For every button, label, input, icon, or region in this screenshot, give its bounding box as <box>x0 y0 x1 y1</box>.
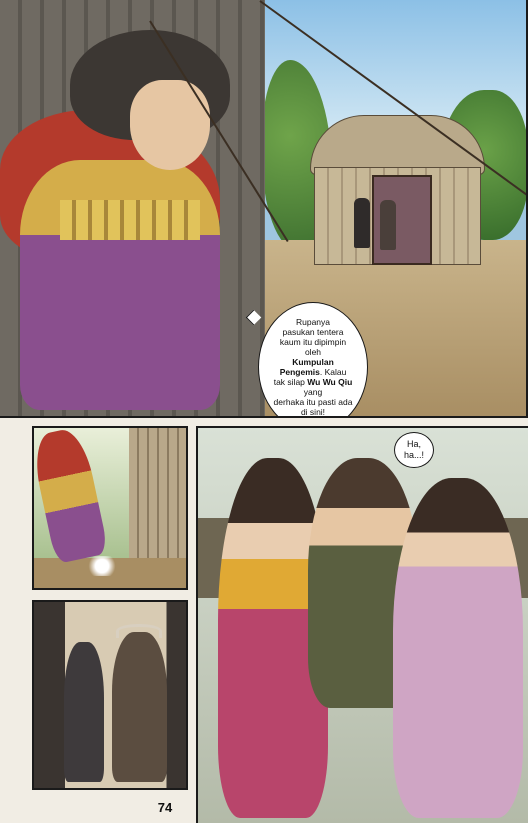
speech-line: Ha, <box>406 439 421 449</box>
narration-line: pasukan tentera <box>282 327 344 337</box>
impact-spark <box>82 556 122 576</box>
woman-right <box>393 478 523 818</box>
narration-line: . Kalau <box>319 367 347 377</box>
horned-figure <box>112 632 167 782</box>
door-figure <box>64 642 104 782</box>
narration-bold-name: Wu Wu Qiu <box>307 377 353 387</box>
narration-line: Rupanya <box>295 317 331 327</box>
narration-line: di sini! <box>300 407 326 417</box>
narration-line: derhaka itu pasti ada <box>273 397 353 407</box>
walking-figure <box>354 198 370 248</box>
speech-bubble <box>394 432 434 468</box>
horned-helmet <box>116 624 162 638</box>
panel-big <box>196 426 528 823</box>
walking-figure <box>380 200 396 250</box>
yurt <box>310 115 485 265</box>
narration-line: tak silap <box>273 377 308 387</box>
narration-line: yang <box>303 387 323 397</box>
warrior-armor-belt <box>60 200 200 240</box>
page-number: 74 <box>157 800 173 815</box>
warrior-body <box>20 160 220 410</box>
narration-bold-name: Kumpulan Pengemis <box>279 357 334 377</box>
warrior-face <box>130 80 210 170</box>
panel-door <box>32 600 188 790</box>
panel-leap <box>32 426 188 590</box>
speech-line: ha...! <box>403 450 424 460</box>
narration-line: kaum itu dipimpin oleh <box>279 337 347 357</box>
